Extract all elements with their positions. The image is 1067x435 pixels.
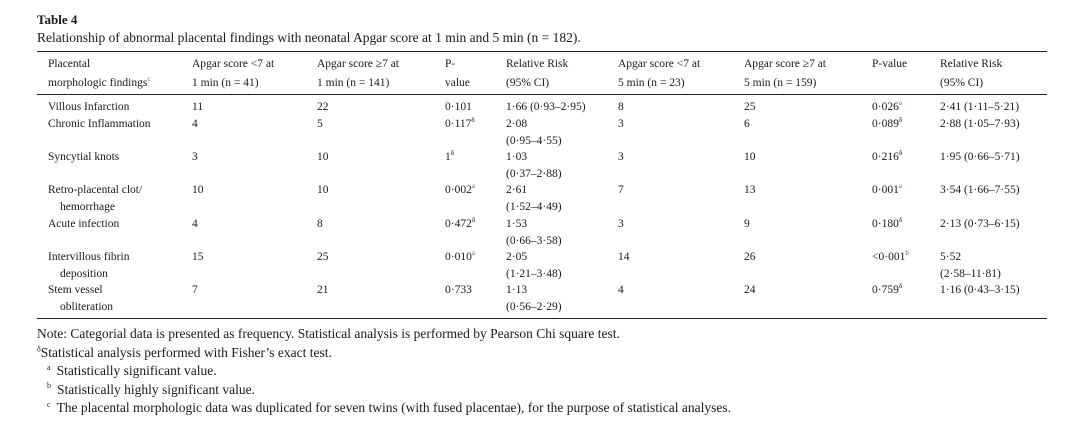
cell-rr5: 1·16 (0·43–3·15) bbox=[940, 284, 1020, 296]
header-apgar5-ge7: Apgar score ≥7 at 5 min (n = 159) bbox=[744, 58, 826, 89]
cell-finding: Villous Infarction bbox=[48, 101, 130, 113]
cell-rr1: 1·13 (0·56–2·29) bbox=[506, 284, 562, 313]
header-apgar1-lt7: Apgar score <7 at 1 min (n = 41) bbox=[192, 58, 275, 89]
cell-p1: $1^\delta$ bbox=[445, 149, 455, 163]
cell-apgar5-lt7: 14 bbox=[618, 251, 630, 263]
cell-apgar1-lt7: 4 bbox=[192, 218, 198, 230]
footnote-general: Note: Categorial data is presented as frequency. Statistical analysis is performed by Pearson Chi square test. bbox=[37, 326, 620, 341]
cell-rr1: 1·53 (0·66–3·58) bbox=[506, 218, 562, 247]
cell-p1: $0\cdot 472^\delta$ bbox=[445, 216, 476, 230]
cell-p5: $0\cdot 216^\delta$ bbox=[872, 149, 903, 163]
cell-p1: $0\cdot 010^a$ bbox=[445, 249, 475, 263]
cell-apgar1-lt7: 7 bbox=[192, 284, 198, 296]
cell-apgar1-ge7: 25 bbox=[317, 251, 329, 263]
cell-p1: $0\cdot 002^a$ bbox=[445, 182, 475, 196]
header-placental-findings: Placental morphologic findings$^c$ bbox=[48, 58, 151, 89]
header-p5: P-value bbox=[872, 58, 908, 70]
footnote-b: $^b$ Statistically highly significant value. bbox=[47, 381, 255, 397]
cell-apgar5-ge7: 6 bbox=[744, 118, 750, 130]
cell-rr1: 1·66 (0·93–2·95) bbox=[506, 101, 586, 113]
cell-apgar1-ge7: 5 bbox=[317, 118, 323, 130]
cell-apgar5-lt7: 8 bbox=[618, 101, 624, 113]
top-rule bbox=[37, 51, 1047, 52]
header-rr5: Relative Risk (95% CI) bbox=[940, 58, 1003, 89]
cell-apgar5-ge7: 26 bbox=[744, 251, 756, 263]
cell-rr5: 5·52 (2·58–11·81) bbox=[940, 251, 1001, 280]
cell-p5: $0\cdot 089^\delta$ bbox=[872, 116, 903, 130]
cell-apgar1-lt7: 3 bbox=[192, 151, 198, 163]
cell-apgar1-ge7: 22 bbox=[317, 101, 329, 113]
footnote-c: $^c$ The placental morphologic data was duplicated for seven twins (with fused placentae), for the purpose of statistical analyses. bbox=[47, 399, 731, 416]
cell-finding: Stem vessel obliteration bbox=[48, 284, 114, 313]
cell-finding: Syncytial knots bbox=[48, 151, 120, 163]
cell-p5: $0\cdot 180^\delta$ bbox=[872, 216, 903, 230]
cell-p5: $0\cdot 026^a$ bbox=[872, 99, 902, 113]
cell-apgar5-ge7: 10 bbox=[744, 151, 756, 163]
cell-apgar5-ge7: 9 bbox=[744, 218, 750, 230]
cell-apgar1-lt7: 4 bbox=[192, 118, 198, 130]
header-rule bbox=[37, 94, 1047, 95]
cell-apgar5-ge7: 25 bbox=[744, 101, 756, 113]
table-title: Relationship of abnormal placental findings with neonatal Apgar score at 1 min and 5 min (n = 182). bbox=[37, 30, 581, 45]
cell-p1: $0\cdot 117^\delta$ bbox=[445, 116, 475, 130]
cell-finding: Retro-placental clot/ hemorrhage bbox=[48, 184, 143, 213]
cell-rr5: 2·88 (1·05–7·93) bbox=[940, 118, 1020, 130]
header-rr1: Relative Risk (95% CI) bbox=[506, 58, 569, 89]
cell-apgar5-lt7: 3 bbox=[618, 118, 624, 130]
cell-p5: $0\cdot 001^a$ bbox=[872, 182, 902, 196]
cell-rr1: 2·08 (0·95–4·55) bbox=[506, 118, 562, 147]
cell-rr1: 2·61 (1·52–4·49) bbox=[506, 184, 562, 213]
cell-p5: $<0\cdot 001^b$ bbox=[872, 249, 909, 263]
cell-apgar1-ge7: 10 bbox=[317, 151, 329, 163]
cell-apgar1-ge7: 10 bbox=[317, 184, 329, 196]
table-label: Table 4 bbox=[37, 12, 78, 27]
cell-apgar1-ge7: 8 bbox=[317, 218, 323, 230]
cell-apgar1-ge7: 21 bbox=[317, 284, 329, 296]
cell-finding: Chronic Inflammation bbox=[48, 118, 151, 130]
header-apgar5-lt7: Apgar score <7 at 5 min (n = 23) bbox=[618, 58, 701, 89]
cell-finding: Acute infection bbox=[48, 218, 120, 230]
footnote-a: $^a$ Statistically significant value. bbox=[47, 362, 217, 379]
header-p1: P- value bbox=[445, 58, 470, 89]
cell-finding: Intervillous fibrin deposition bbox=[48, 251, 130, 280]
cell-apgar5-lt7: 3 bbox=[618, 218, 624, 230]
cell-p1: 0·733 bbox=[445, 284, 472, 296]
cell-rr5: 2·13 (0·73–6·15) bbox=[940, 218, 1020, 230]
footnote-delta: $^\delta$Statistical analysis performed with Fisher’s exact test. bbox=[37, 344, 332, 360]
cell-apgar5-lt7: 4 bbox=[618, 284, 624, 296]
cell-rr5: 3·54 (1·66–7·55) bbox=[940, 184, 1020, 196]
cell-apgar5-lt7: 3 bbox=[618, 151, 624, 163]
header-apgar1-ge7: Apgar score ≥7 at 1 min (n = 141) bbox=[317, 58, 399, 89]
cell-apgar1-lt7: 11 bbox=[192, 101, 204, 113]
cell-rr5: 1·95 (0·66–5·71) bbox=[940, 151, 1020, 163]
cell-rr1: 1·03 (0·37–2·88) bbox=[506, 151, 562, 180]
cell-apgar1-lt7: 15 bbox=[192, 251, 204, 263]
cell-apgar5-ge7: 24 bbox=[744, 284, 756, 296]
cell-apgar1-lt7: 10 bbox=[192, 184, 204, 196]
cell-p1: 0·101 bbox=[445, 101, 472, 113]
cell-rr5: 2·41 (1·11–5·21) bbox=[940, 101, 1020, 113]
cell-apgar5-ge7: 13 bbox=[744, 184, 756, 196]
cell-p5: $0\cdot 759^\delta$ bbox=[872, 282, 903, 296]
table-footnotes bbox=[37, 325, 731, 418]
cell-rr1: 2·05 (1·21–3·48) bbox=[506, 251, 562, 280]
bottom-rule bbox=[37, 318, 1047, 319]
cell-apgar5-lt7: 7 bbox=[618, 184, 624, 196]
